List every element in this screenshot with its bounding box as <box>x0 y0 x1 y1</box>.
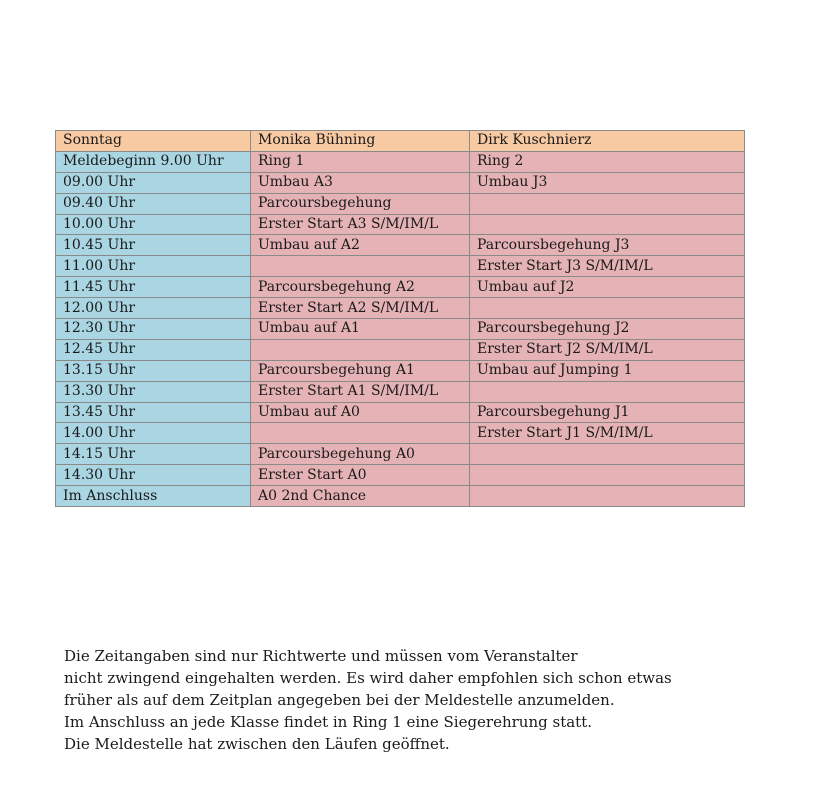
ring-1-cell: Umbau A3 <box>251 172 470 193</box>
schedule-row <box>56 151 745 172</box>
ring-1-cell: Parcoursbegehung <box>251 193 470 214</box>
time-cell: 11.45 Uhr <box>56 277 251 298</box>
schedule-row <box>56 256 745 277</box>
ring-1-cell: Umbau auf A0 <box>251 402 470 423</box>
schedule-row <box>56 465 745 486</box>
ring-1-cell: Parcoursbegehung A1 <box>251 360 470 381</box>
schedule-row <box>56 277 745 298</box>
schedule-row <box>56 319 745 340</box>
ring-2-cell <box>470 193 745 214</box>
ring-2-cell: Parcoursbegehung J1 <box>470 402 745 423</box>
time-cell: 12.30 Uhr <box>56 319 251 340</box>
ring-1-cell: Erster Start A2 S/M/IM/L <box>251 298 470 319</box>
time-cell: 10.00 Uhr <box>56 214 251 235</box>
ring-1-cell: Parcoursbegehung A0 <box>251 444 470 465</box>
time-cell: 12.45 Uhr <box>56 339 251 360</box>
schedule-row <box>56 381 745 402</box>
ring-1-cell: A0 2nd Chance <box>251 486 470 507</box>
ring-1-cell <box>251 339 470 360</box>
schedule-row <box>56 298 745 319</box>
header-ring-2-judge: Dirk Kuschnierz <box>470 131 745 152</box>
ring-2-cell <box>470 298 745 319</box>
schedule-row <box>56 214 745 235</box>
schedule-row <box>56 235 745 256</box>
schedule-row <box>56 486 745 507</box>
ring-1-cell: Umbau auf A2 <box>251 235 470 256</box>
time-cell: 13.15 Uhr <box>56 360 251 381</box>
time-cell: 14.15 Uhr <box>56 444 251 465</box>
time-cell: Meldebeginn 9.00 Uhr <box>56 151 251 172</box>
ring-1-cell: Erster Start A1 S/M/IM/L <box>251 381 470 402</box>
note-line: Die Zeitangaben sind nur Richtwerte und müssen vom Veranstalter <box>64 647 578 665</box>
time-cell: 13.45 Uhr <box>56 402 251 423</box>
schedule-row <box>56 339 745 360</box>
ring-1-cell: Erster Start A3 S/M/IM/L <box>251 214 470 235</box>
note-line: Die Meldestelle hat zwischen den Läufen geöffnet. <box>64 735 450 753</box>
time-cell: 13.30 Uhr <box>56 381 251 402</box>
time-cell: 10.45 Uhr <box>56 235 251 256</box>
ring-2-cell <box>470 465 745 486</box>
schedule-notes <box>64 645 764 755</box>
ring-1-cell <box>251 256 470 277</box>
ring-2-cell: Ring 2 <box>470 151 745 172</box>
schedule-row <box>56 360 745 381</box>
ring-2-cell: Umbau auf J2 <box>470 277 745 298</box>
ring-2-cell: Umbau auf Jumping 1 <box>470 360 745 381</box>
header-ring-1-judge: Monika Bühning <box>251 131 470 152</box>
note-line: früher als auf dem Zeitplan angegeben bei der Meldestelle anzumelden. <box>64 691 615 709</box>
ring-2-cell: Erster Start J1 S/M/IM/L <box>470 423 745 444</box>
ring-2-cell: Parcoursbegehung J3 <box>470 235 745 256</box>
schedule-row <box>56 423 745 444</box>
time-cell: Im Anschluss <box>56 486 251 507</box>
time-cell: 14.00 Uhr <box>56 423 251 444</box>
ring-1-cell: Erster Start A0 <box>251 465 470 486</box>
header-day: Sonntag <box>56 131 251 152</box>
ring-2-cell: Erster Start J3 S/M/IM/L <box>470 256 745 277</box>
schedule-row <box>56 193 745 214</box>
ring-1-cell <box>251 423 470 444</box>
schedule-header-row <box>56 131 745 152</box>
ring-2-cell <box>470 444 745 465</box>
schedule-row <box>56 172 745 193</box>
schedule-table <box>55 130 745 507</box>
schedule-row <box>56 444 745 465</box>
time-cell: 09.40 Uhr <box>56 193 251 214</box>
ring-2-cell <box>470 214 745 235</box>
time-cell: 11.00 Uhr <box>56 256 251 277</box>
ring-1-cell: Parcoursbegehung A2 <box>251 277 470 298</box>
ring-2-cell: Erster Start J2 S/M/IM/L <box>470 339 745 360</box>
note-line: nicht zwingend eingehalten werden. Es wird daher empfohlen sich schon etwas <box>64 669 672 687</box>
time-cell: 14.30 Uhr <box>56 465 251 486</box>
ring-1-cell: Ring 1 <box>251 151 470 172</box>
ring-2-cell: Umbau J3 <box>470 172 745 193</box>
ring-2-cell: Parcoursbegehung J2 <box>470 319 745 340</box>
time-cell: 12.00 Uhr <box>56 298 251 319</box>
schedule-row <box>56 402 745 423</box>
schedule-body <box>56 131 745 507</box>
ring-2-cell <box>470 486 745 507</box>
time-cell: 09.00 Uhr <box>56 172 251 193</box>
note-line: Im Anschluss an jede Klasse findet in Ring 1 eine Siegerehrung statt. <box>64 713 592 731</box>
ring-2-cell <box>470 381 745 402</box>
ring-1-cell: Umbau auf A1 <box>251 319 470 340</box>
